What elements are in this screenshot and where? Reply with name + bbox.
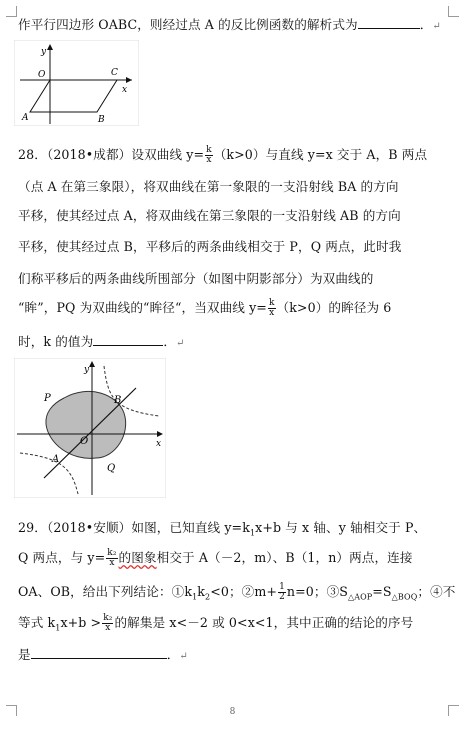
label-x: x bbox=[156, 439, 162, 449]
q29-line2: Q 两点，与 y= $\frac{\text{k₂}}{x}$ 的图象相交于 A（－2，m）、B（1，n）两点，连接 bbox=[18, 548, 413, 568]
answer-blank[interactable] bbox=[93, 334, 163, 346]
label-o: O bbox=[80, 436, 89, 447]
fraction-k2-over-x: $\frac{\text{k₂}}{x}$ bbox=[103, 613, 113, 633]
label-y: y bbox=[84, 365, 90, 375]
page-number: 8 bbox=[229, 707, 236, 717]
q28-line5: 们称平移后的两条曲线所围部分（如图中阴影部分）为双曲线的 bbox=[18, 271, 374, 286]
crop-mark-top-left bbox=[6, 6, 17, 17]
q28-line1: 28．（2018•成都）设双曲线 y= $\frac{k}{x}$ （k>0）与直线 y=x 交于 A，B 两点 bbox=[18, 145, 428, 165]
q27-parallelogram-figure bbox=[14, 40, 139, 126]
answer-blank[interactable] bbox=[31, 647, 167, 659]
q29-line1: 29．（2018•安顺）如图，已知直线 $y=k_1x+b$ 与 x 轴、y 轴相交于 P、 bbox=[18, 520, 427, 538]
q28-hyperbola-eye-figure bbox=[14, 358, 166, 498]
q28-line3: 平移，使其经过点 A，将双曲线在第三象限的一支沿射线 AB 的方向 bbox=[18, 208, 401, 223]
q28-line7: 时，k 的值为 ．↵ bbox=[18, 334, 185, 349]
label-y: y bbox=[41, 47, 47, 57]
label-x: x bbox=[122, 85, 128, 95]
label-a: A bbox=[52, 454, 60, 465]
label-o: O bbox=[38, 70, 46, 80]
label-c: C bbox=[111, 68, 118, 78]
q28-line2: （点 A 在第三象限），将双曲线在第一象限的一支沿射线 BA 的方向 bbox=[18, 179, 399, 194]
q28-line6: “眸”，PQ 为双曲线的“眸径“，当双曲线 y= $\frac{k}{x}$ （k>0）的眸径为 6 bbox=[18, 298, 392, 318]
fraction-k-over-x: $\frac{k}{x}$ bbox=[268, 298, 275, 318]
label-a: A bbox=[22, 113, 29, 123]
figure-frame bbox=[14, 40, 139, 126]
crop-mark-top-right bbox=[448, 6, 459, 17]
label-q: Q bbox=[107, 463, 116, 474]
q27-line1: 作平行四边形 OABC，则经过点 A 的反比例函数的解析式为 ．↵ bbox=[18, 17, 441, 32]
fraction-k2-over-x: $\frac{\text{k₂}}{x}$ bbox=[107, 548, 117, 568]
q29-line3: OA、OB，给出下列结论：$①k_1k_2<0$；②m+ $\frac{1}{2}$ n=0；$③S_{\triangle AOP}=S_{\triangle BOQ}$；④不 bbox=[18, 582, 456, 602]
q29-line4: 等式 $k_1x+b$ > $\frac{\text{k₂}}{x}$ 的解集是 x<－2 或 0<x<1，其中正确的结论的序号 bbox=[18, 613, 414, 633]
fraction-k-over-x: $\frac{k}{x}$ bbox=[206, 145, 212, 165]
q28-line4: 平移，使其经过点 B，平移后的两条曲线相交于 P，Q 两点，此时我 bbox=[18, 239, 402, 254]
label-b: B bbox=[114, 395, 122, 406]
answer-blank[interactable] bbox=[358, 17, 420, 29]
q29-line5: 是 ．↵ bbox=[18, 647, 188, 662]
label-b: B bbox=[98, 115, 105, 125]
fraction-one-half: $\frac{1}{2}$ bbox=[279, 582, 285, 602]
label-p: P bbox=[44, 393, 51, 404]
